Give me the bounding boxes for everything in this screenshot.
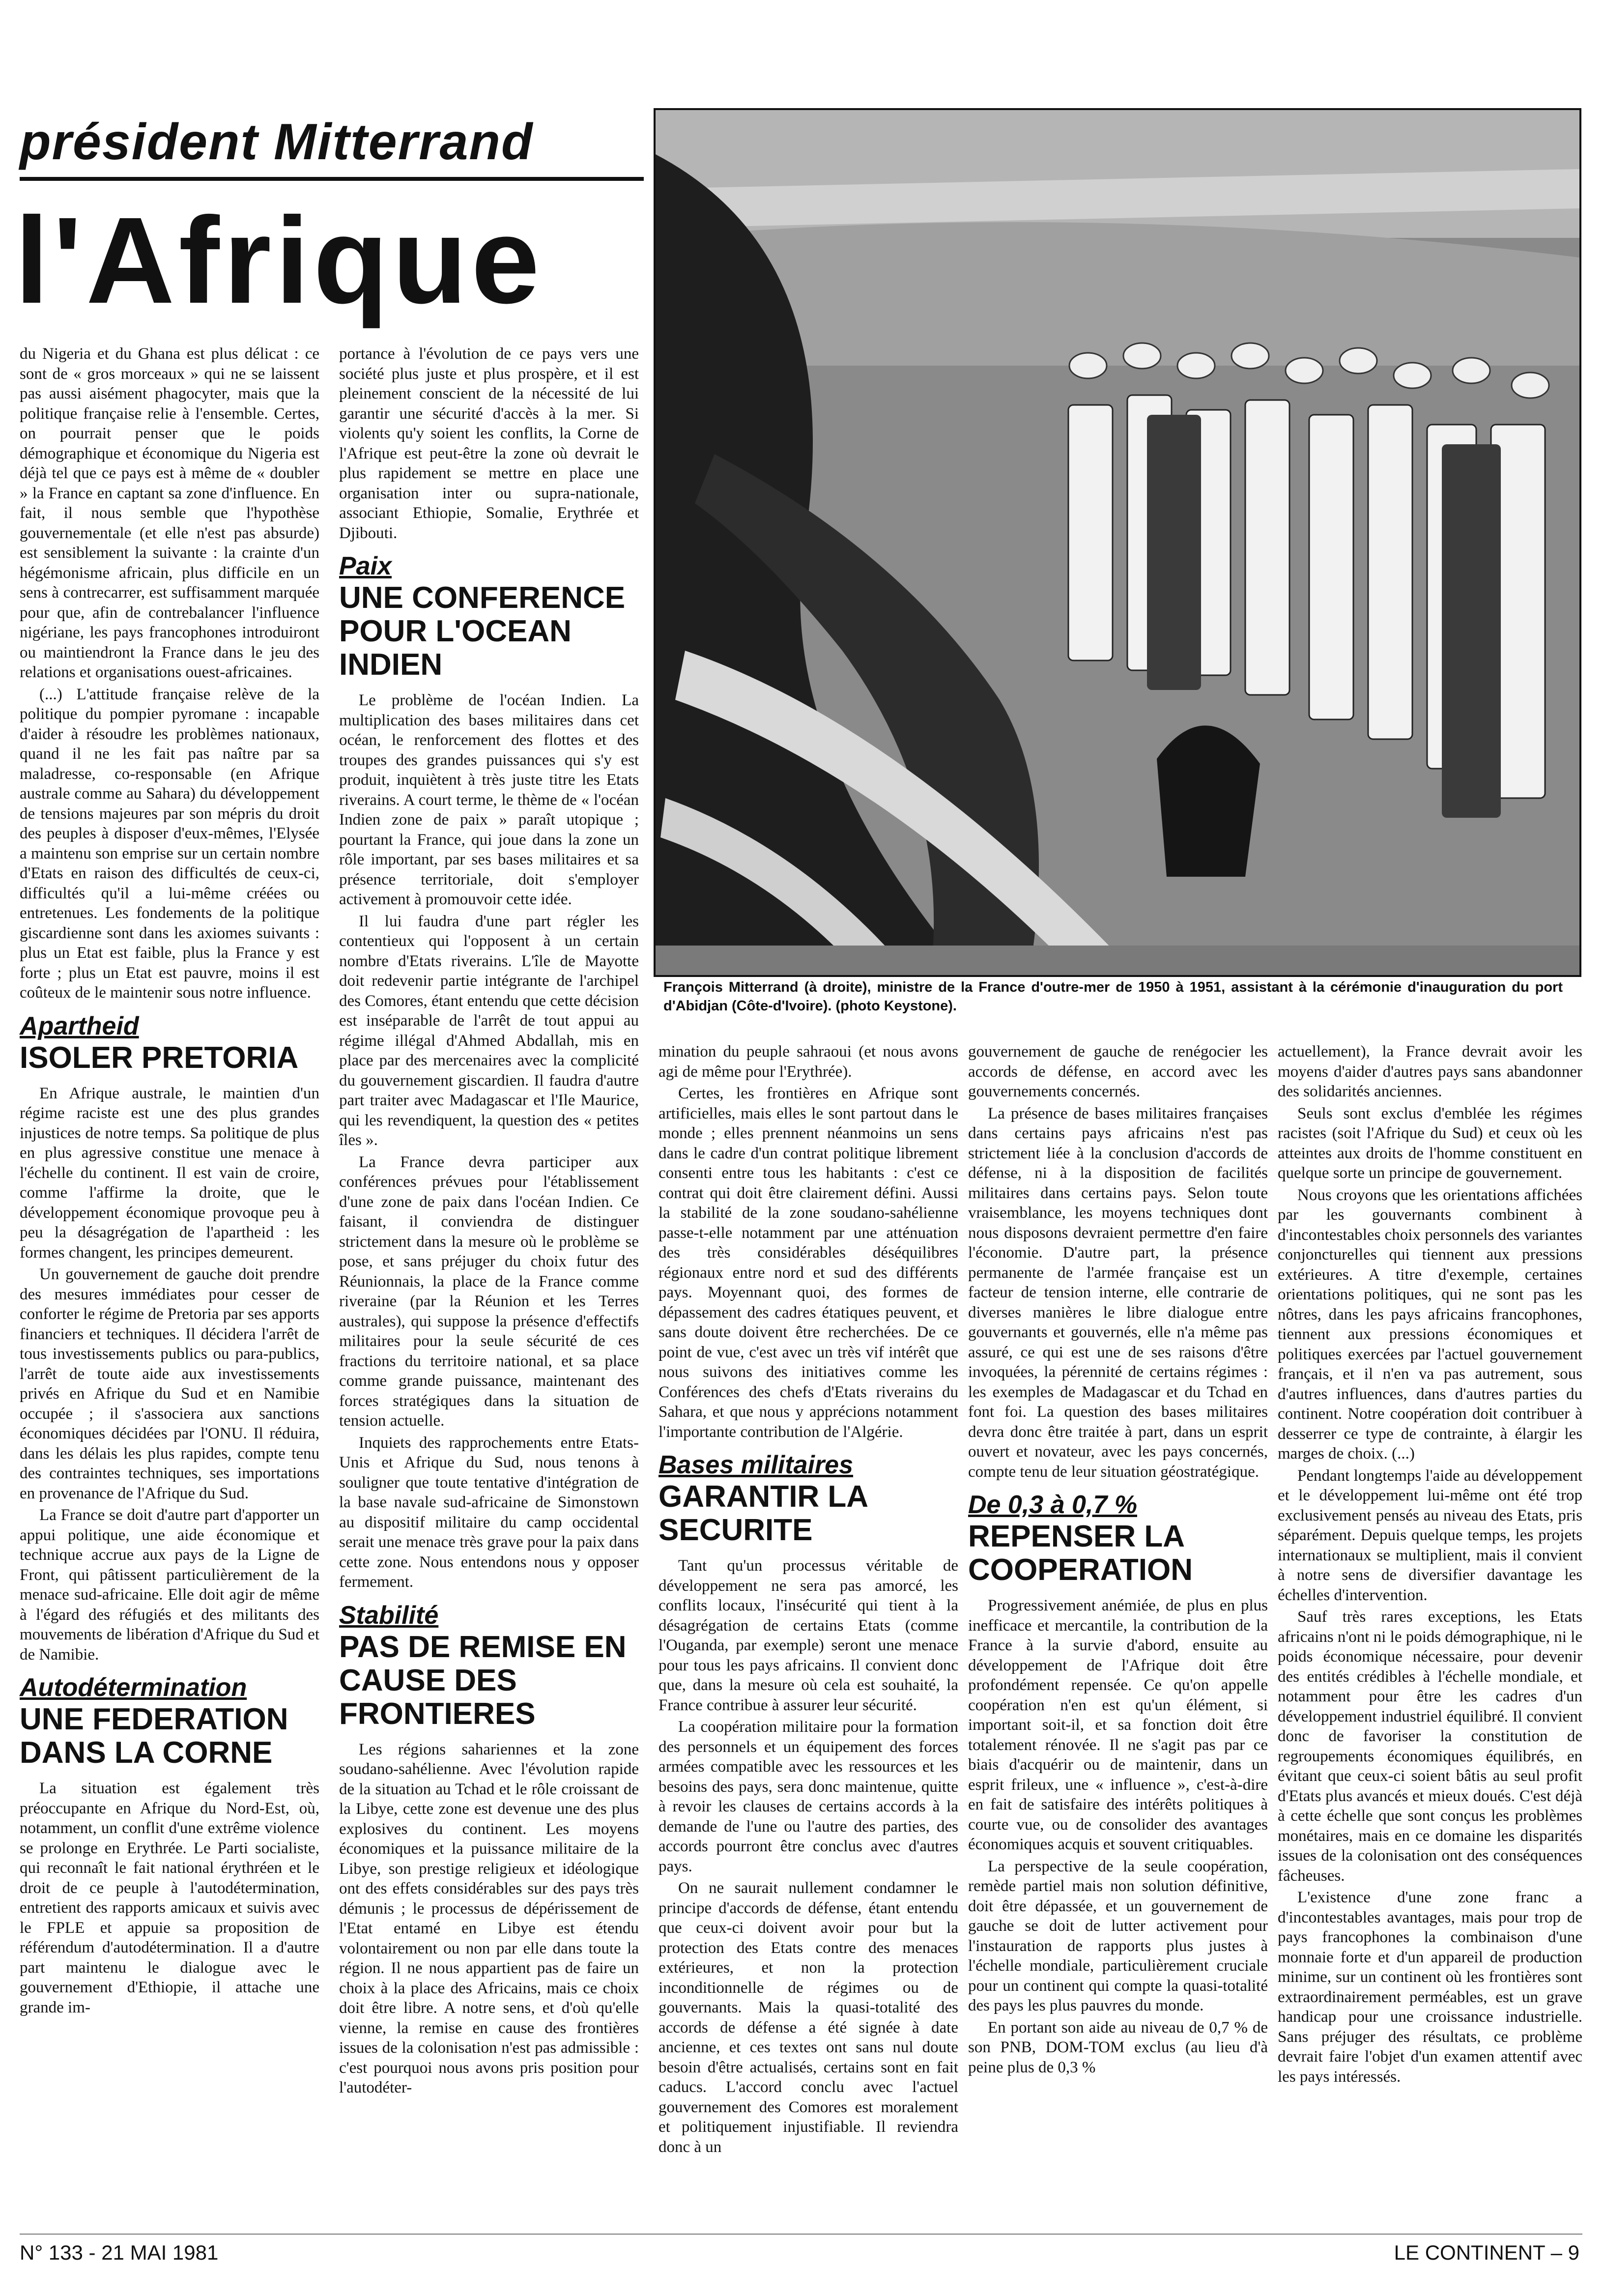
section-heading-repenser: REPENSER LA COOPERATION: [968, 1520, 1193, 1587]
section-heading-federation: UNE FEDERATION DANS LA CORNE: [20, 1702, 288, 1770]
paragraph: Les régions sahariennes et la zone soudano-sahélienne. Avec l'évolution rapide de la situation au Tchad et le rôle croissant de la Libye, cette zone est devenue une des plus explosives du continent. Les moyens économiques et la puissance militaire de la Libye, son prestige religieux et idéologique ont des effets considérables sur des pays très démunis ; le processus de dépérissement de l'Etat entamé en Libye est étendu volontairement ou non par elle dans toute la région. Il ne nous appartient pas de faire un choix à la place des Africains, mais ce choix doit être libre. A notre sens, et d'où qu'elle vienne, la remise en cause des frontières issues de la colonisation n'est pas admissible : c'est pourquoi nous avons pris position pour l'autodéter-: [339, 1740, 639, 2096]
column-3: [659, 1042, 958, 2159]
section-kicker-autodetermination: Autodétermination: [20, 1673, 247, 1702]
paragraph: La France se doit d'autre part d'apporter un appui politique, une aide économique et technique accrue aux pays de la Ligne de Front, qui pâtissent particulièrement de la menace sud-africaine. Elle doit agir de même à l'égard des réfugiés et des militants des mouvements de libération d'Afrique du Sud et de Namibie.: [20, 1506, 319, 1664]
paragraph: Le problème de l'océan Indien. La multiplication des bases militaires dans cet océan, le renforcement des flottes et des troupes des grandes puissances qui s'y est produit, inquiètent à très juste titre les Etats riverains. A court terme, le thème de « l'océan Indien zone de paix » paraît utopique ; pourtant la France, qui joue dans la zone un rôle important, par ses bases militaires et sa présence territoriale, doit s'employer activement à promouvoir cette idée.: [339, 691, 639, 908]
paragraph: Progressivement anémiée, de plus en plus inefficace et mercantile, la contribution de la France à la survie d'abord, ensuite au développement de l'Afrique doit être profondément repensée. Ce qu'on appelle coopération n'en est qu'un élément, si important soit-il, et sa fonction doit être totalement rénovée. Il ne s'agit pas par ce biais d'acquérir ou de maintenir, dans un esprit frileux, une « influence », c'est-à-dire en fait de satisfaire des intérêts politiques à courte vue, ou de consolider des avantages économiques acquis et souvent critiquables.: [968, 1597, 1268, 1853]
section-kicker-apartheid: Apartheid: [20, 1011, 139, 1040]
headline: l'Afrique: [15, 192, 544, 329]
paragraph: L'existence d'une zone franc a d'incontestables avantages, mais pour trop de pays francophones la combinaison d'une monnaie forte et d'un appareil de production minime, sur un continent où les frontières sont extraordinairement perméables, est un grave handicap pour une croissance industrielle. Sans préjuger des résultats, ce problème devrait faire l'objet d'un examen attentif avec les pays intéressés.: [1278, 1889, 1582, 2086]
paragraph: du Nigeria et du Ghana est plus délicat : ce sont de « gros morceaux » qui ne se laissent pas aussi aisément phagocyter, mais que la politique française relie à l'ensemble. Certes, on pourrait penser que le poids démographique et économique du Nigeria est déjà tel que ce pays est à même de « doubler » la France en captant sa zone d'influence. En fait, il nous semble que l'hypothèse gouvernementale (et elle n'est pas absurde) est sensiblement la suivante : la crainte d'un hégémonisme africain, plus difficile en un sens à contrecarrer, est suffisamment marquée pour que, afin de contrebalancer l'influence nigériane, les pays francophones introduiront ou maintiendront la France dans le jeu des relations et organisations ouest-africaines.: [20, 345, 319, 681]
article-photo: [654, 108, 1581, 977]
paragraph: Il lui faudra d'une part régler les contentieux qui l'opposent à un certain nombre d'Etats riverains. L'île de Mayotte doit redevenir partie intégrante de l'archipel des Comores, étant entendu que cette décision est inséparable de l'arrêt de tout appui au régime illégal d'Ahmed Abdallah, mis en place par des mercenaires avec la complicité du gouvernement giscardien. Il faudra d'autre part traiter avec Madagascar et l'Ile Maurice, qui les revendiquent, la question des « petites îles ».: [339, 912, 639, 1149]
section-heading-garantir: GARANTIR LA SECURITE: [659, 1480, 867, 1547]
paragraph: La présence de bases militaires françaises dans certains pays africains n'est pas strictement liée à la conclusion d'accords de défense, ni à la disposition de facilités militaires dans certains pays. Selon toute vraisemblance, les moyens techniques dont nous disposons devraient permettre d'en faire l'économie. D'autre part, la présence permanente de l'armée française est un facteur de tension interne, elle contrarie de diverses manières le libre dialogue entre gouvernants et gouvernés, elle n'a même pas assuré, ce qui est une de ses raisons d'être invoquées, la pérennité de certains régimes : les exemples de Madagascar et du Tchad en font foi. La question des bases militaires devra donc être traitée à part, dans un esprit ouvert et novateur, avec les pays concernés, compte tenu de leur situation géostratégique.: [968, 1104, 1268, 1481]
headline-kicker: président Mitterrand: [20, 114, 534, 171]
paragraph: Seuls sont exclus d'emblée les régimes racistes (soit l'Afrique du Sud) et ceux où les atteintes aux droits de l'homme constituent en quelque sorte un principe de gouvernement.: [1278, 1104, 1582, 1182]
paragraph: La France devra participer aux conférences prévues pour l'établissement d'une zone de paix dans l'océan Indien. Ce faisant, il conviendra de distinguer strictement dans la mesure où le problème se pose, et sans préjuger du choix futur des Réunionnais, la place de la France comme riveraine (par la Réunion et les Terres australes), qui suppose la présence d'effectifs militaires pour la seule sécurité de ces fractions du territoire national, et sa place comme grande puissance, maintenant des forces stratégiques dans la situation de tension actuelle.: [339, 1153, 639, 1430]
section-kicker-stabilite: Stabilité: [339, 1601, 439, 1630]
page-folio: LE CONTINENT – 9: [1394, 2241, 1579, 2264]
paragraph: portance à l'évolution de ce pays vers une société plus juste et plus prospère, et il est pleinement conscient de la nécessité de lui garantir une sécurité d'accès à la mer. Si violents qu'y soient les conflits, la Corne de l'Afrique est peut-être la zone où devrait le plus rapidement se mettre en place une organisation inter ou supra-nationale, associant Ethiopie, Somalie, Erythrée et Djibouti.: [339, 345, 639, 542]
section-kicker-percentage: De 0,3 à 0,7 %: [968, 1491, 1137, 1519]
ceremony-photo-illustration: [656, 110, 1579, 975]
paragraph: Certes, les frontières en Afrique sont artificielles, mais elles le sont partout dans le monde ; elles prennent néanmoins un sens dans le cadre d'un contrat politique librement consenti entre tous les habitants : c'est ce contrat qui doit être clairement défini. Aussi la stabilité de la zone soudano-sahélienne passe-t-elle notamment par une atténuation des très considérables déséquilibres régionaux entre nord et sud des différents pays. Moyennant quoi, des formes de dépassement des cadres étatiques peuvent, et sans doute doivent être recherchées. De ce point de vue, c'est avec un très vif intérêt que nous suivons des initiatives comme les Conférences des chefs d'Etats riverains du Sahara, et que nous y apprécions notamment l'importante contribution de l'Algérie.: [659, 1085, 958, 1441]
paragraph: La perspective de la seule coopération, remède partiel mais non solution définitive, doit être dépassée, et un gouvernement de gauche se doit de lutter activement pour l'instauration de rapports plus justes à l'échelle mondiale, particulièrement cruciale pour un continent qui compte la quasi-totalité des pays les plus pauvres du monde.: [968, 1857, 1268, 2014]
section-heading-frontieres: PAS DE REMISE EN CAUSE DES FRONTIERES: [339, 1630, 627, 1731]
paragraph: Pendant longtemps l'aide au développement et le développement lui-même ont été trop exclusivement pensés au niveau des Etats, pris séparément. Depuis quelque temps, les projets internationaux se multiplient, mais il convient à notre sens de diversifier davantage les échelles d'intervention.: [1278, 1466, 1582, 1604]
footer-rule: [20, 2234, 1582, 2235]
section-kicker-bases-militaires: Bases militaires: [659, 1451, 854, 1479]
column-4: [968, 1042, 1268, 2079]
section-heading-isoler-pretoria: ISOLER PRETORIA: [20, 1040, 299, 1075]
paragraph: On ne saurait nullement condamner le principe d'accords de défense, étant entendu que ceux-ci doivent avoir pour but la protection des Etats contre des menaces extérieures, et non la protection inconditionnelle de régimes ou de gouvernants. Mais la quasi-totalité des accords de défense a été signée à date ancienne, et ces textes ont sans nul doute besoin d'être actualisés, certains sont en fait caducs. L'accord conclu avec l'actuel gouvernement des Comores est moralement et politiquement injustifiable. Il reviendra donc à un: [659, 1879, 958, 2156]
paragraph: Sauf très rares exceptions, les Etats africains n'ont ni le poids démographique, ni le poids économique nécessaire, pour devenir des entités crédibles à l'échelle mondiale, et notamment pour être les cadres d'un développement industriel équilibré. Il convient donc de favoriser la constitution de regroupements économiques équilibrés, en évitant que ceux-ci soient bâtis au seul profit d'Etats plus avancés et mieux doués. C'est déjà à cette échelle que sont conçus les problèmes monétaires, mais en ce domaine les disparités issues de la colonisation ont des conséquences fâcheuses.: [1278, 1608, 1582, 1885]
paragraph: mination du peuple sahraoui (et nous avons agi de même pour l'Erythrée).: [659, 1043, 958, 1081]
paragraph: La situation est également très préoccupante en Afrique du Nord-Est, où, notamment, un conflit d'une extrême violence se prolonge en Erythrée. Le Parti socialiste, qui reconnaît le fait national érythréen et le droit de ce peuple à l'autodétermination, entretient des rapports amicaux et suivis avec le FPLE et appuie sa proposition de référendum d'autodétermination. Il a d'autre part maintenu le dialogue avec le gouvernement d'Ethiopie, il attache une grande im-: [20, 1779, 319, 2016]
paragraph: actuellement), la France devrait avoir les moyens d'aider d'autres pays sans abandonner des solidarités anciennes.: [1278, 1043, 1582, 1100]
paragraph: Un gouvernement de gauche doit prendre des mesures immédiates pour cesser de conforter le régime de Pretoria par ses apports financiers et techniques. Il décidera l'arrêt de tous investissements publics ou para-publics, l'arrêt de toute aide aux investissements privés en Afrique du Sud et en Namibie occupée ; il s'associera aux sanctions économiques décidées par l'ONU. Il réduira, dans les délais les plus rapides, compte tenu des contraintes techniques, ses importations en provenance de l'Afrique du Sud.: [20, 1265, 319, 1502]
section-heading-conference: UNE CONFERENCE POUR L'OCEAN INDIEN: [339, 581, 626, 682]
section-kicker-paix: Paix: [339, 552, 392, 580]
headline-rule: [20, 177, 644, 181]
paragraph: gouvernement de gauche de renégocier les accords de défense, en accord avec les gouvernements concernés.: [968, 1043, 1268, 1100]
photo-caption: François Mitterrand (à droite), ministre de la France d'outre-mer de 1950 à 1951, assistant à la cérémonie d'inauguration du port d'Abidjan (Côte-d'Ivoire). (photo Keystone).: [663, 979, 1563, 1014]
paragraph: Nous croyons que les orientations affichées par les gouvernants combinent à d'incontestables choix personnels des variantes conjoncturelles qui tiennent aux pressions extérieures. A titre d'exemple, certaines orientations politiques, qui ne sont pas les nôtres, dans les pays africains francophones, tiennent aux pressions économiques et politiques exercées par l'actuel gouvernement français, et il n'en va pas autrement, sous d'autres influences, dans d'autres parties du continent. Notre coopération doit contribuer à desserrer ce type de contrainte, à élargir les marges de choix. (...): [1278, 1186, 1582, 1463]
paragraph: La coopération militaire pour la formation des personnels et un équipement des forces armées compatible avec les ressources et les besoins des pays, sera donc maintenue, quitte à revoir les clauses de certains accords à la demande de l'une ou l'autre des parties, des accords pourront être conclus avec d'autres pays.: [659, 1718, 958, 1875]
paragraph: En Afrique australe, le maintien d'un régime raciste est une des plus grandes injustices de notre temps. Sa politique de plus en plus agressive constitue une menace à l'échelle du continent. Il est vain de croire, comme l'affirme la droite, que le développement économique provoque peu à peu la désagrégation de l'apartheid : les formes changent, les principes demeurent.: [20, 1084, 319, 1262]
issue-number: N° 133 - 21 MAI 1981: [20, 2241, 219, 2264]
paragraph: Inquiets des rapprochements entre Etats-Unis et Afrique du Sud, nous tenons à souligner que toute tentative d'intégration de la base navale sud-africaine de Simonstown au dispositif militaire du camp occidental serait une menace très grave pour la paix dans cette zone. Nous entendons nous y opposer fermement.: [339, 1434, 639, 1591]
column-5: [1278, 1042, 1582, 2089]
paragraph: Tant qu'un processus véritable de développement ne sera pas amorcé, les conflits locaux, l'insécurité qui tient à la désagrégation de certains Etats (comme l'Ouganda, par exemple) seront une menace pour tous les pays africains. Il convient donc que, dans la mesure où cela est souhaité, la France contribue à assurer leur sécurité.: [659, 1557, 958, 1714]
paragraph: (...) L'attitude française relève de la politique du pompier pyromane : incapable d'aider à résoudre les problèmes nationaux, quand il ne les fait pas naître par sa maladresse, co-responsable (en Afrique australe comme au Sahara) du développement de tensions majeures par son mépris du droit des peuples à disposer d'eux-mêmes, l'Elysée a maintenu son emprise sur un certain nombre d'Etats en raison des difficultés de ceux-ci, difficultés qu'il a lui-même créées ou entretenues. Les fondements de la politique giscardienne sont dans les axiomes suivants : plus un Etat est faible, plus la France y est forte ; plus un Etat est pauvre, moins il est coûteux de le maintenir sous notre influence.: [20, 685, 319, 1002]
column-1: [20, 344, 319, 2019]
column-2: [339, 344, 639, 2100]
paragraph: En portant son aide au niveau de 0,7 % de son PNB, DOM-TOM exclus (au lieu d'à peine plus de 0,3 %: [968, 2018, 1268, 2076]
